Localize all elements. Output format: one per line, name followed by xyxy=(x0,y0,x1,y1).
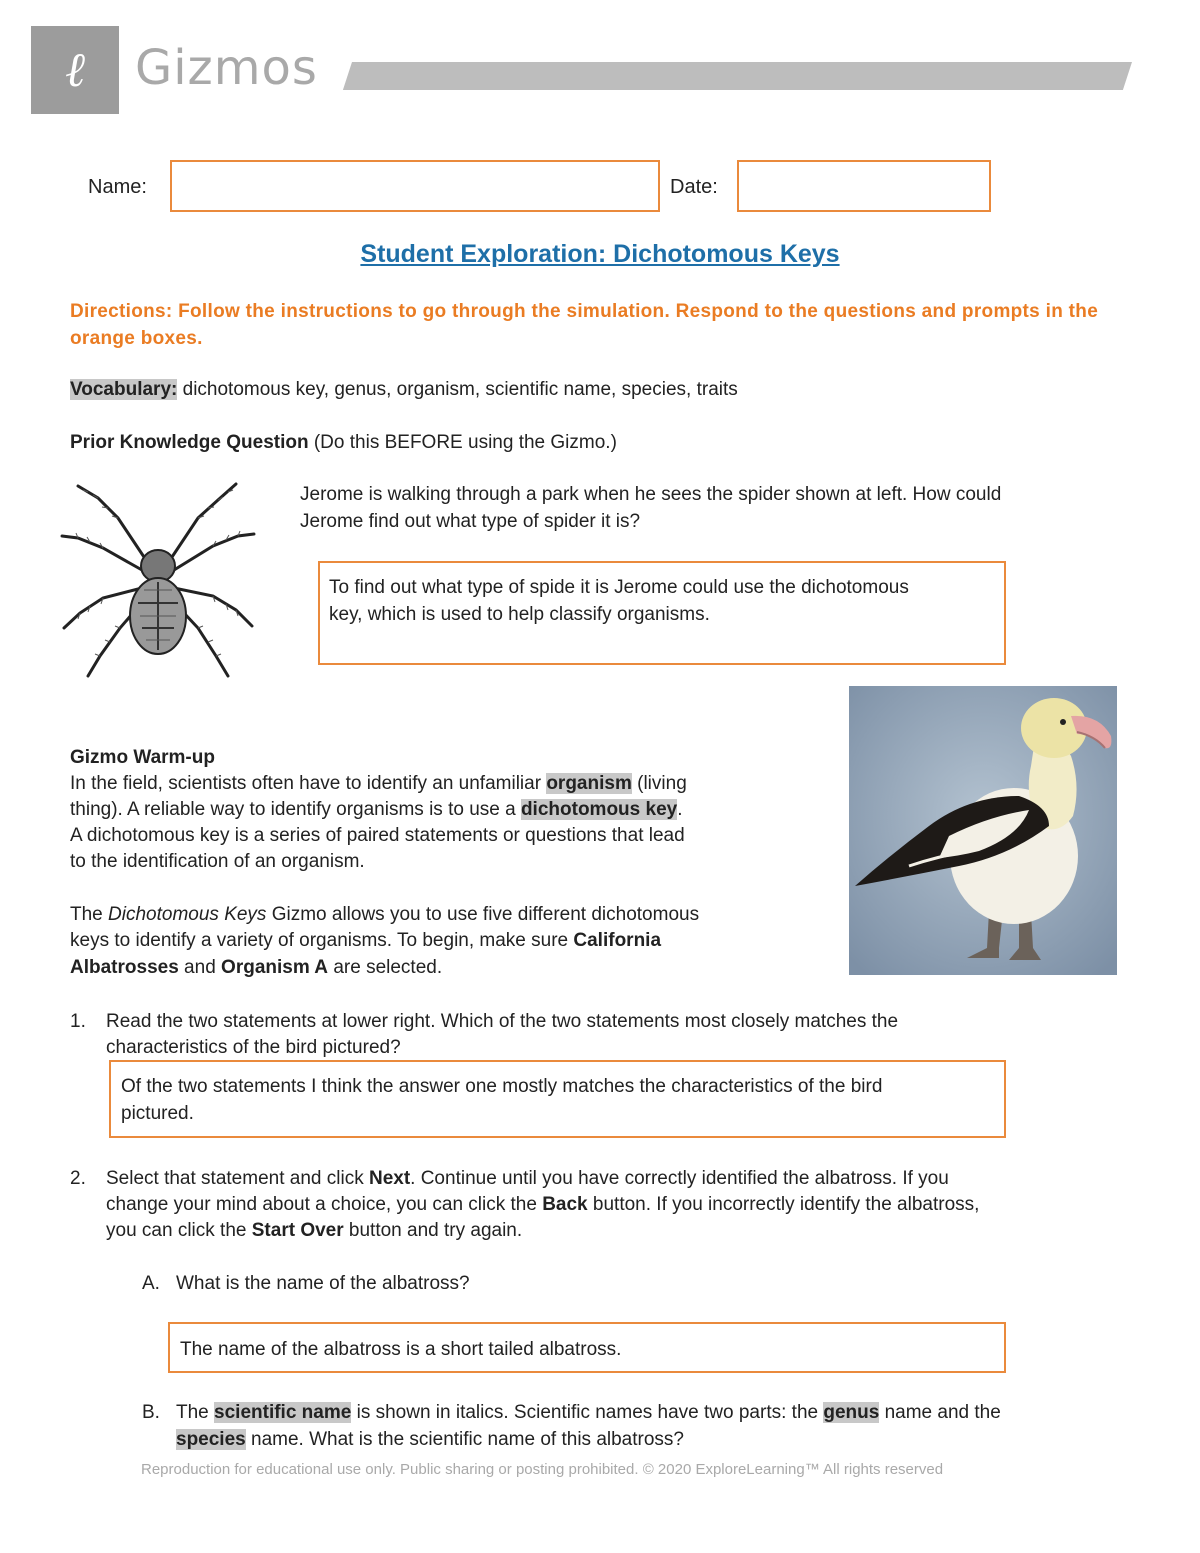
warmup-p1-line1-end: (living xyxy=(631,773,687,794)
start-over-button-ref: Start Over xyxy=(251,1220,344,1241)
name-field[interactable] xyxy=(170,160,660,212)
next-button-ref: Next xyxy=(368,1168,411,1189)
q2-line2-end: button. If you incorrectly identify the albatross, xyxy=(587,1194,980,1215)
vocabulary-line xyxy=(70,377,738,403)
q2-line2-start: change your mind about a choice, you can click the xyxy=(106,1194,543,1215)
gizmos-wordmark: Gizmos xyxy=(135,40,318,96)
california-text: California xyxy=(573,930,662,951)
q1-number: 1. xyxy=(70,1011,86,1032)
term-genus: genus xyxy=(823,1402,880,1423)
vocabulary-terms: dichotomous key, genus, organism, scientific name, species, traits xyxy=(177,379,738,400)
warmup-p1-line1-start: In the field, scientists often have to identify an unfamiliar xyxy=(70,773,547,794)
qb-line2-end: name. What is the scientific name of this albatross? xyxy=(245,1429,684,1450)
prior-heading-note: (Do this BEFORE using the Gizmo.) xyxy=(308,432,617,453)
qb-line1-mid: is shown in italics. Scientific names have two parts: the xyxy=(351,1402,824,1423)
q2-line3 xyxy=(106,1218,522,1244)
q2-number: 2. xyxy=(70,1168,86,1189)
q1-line2: characteristics of the bird pictured? xyxy=(106,1037,401,1058)
logo-glyph: ℓ xyxy=(65,42,85,98)
qa-question: What is the name of the albatross? xyxy=(176,1273,470,1294)
albatross-illustration xyxy=(849,686,1117,975)
q1-answer-line2: pictured. xyxy=(121,1103,194,1124)
warmup-p2-line1-end: Gizmo allows you to use five different dichotomous xyxy=(266,904,700,925)
prior-answer-line2: key, which is used to help classify organisms. xyxy=(329,604,710,625)
term-dichotomous-key: dichotomous key xyxy=(520,799,678,820)
qb-line1-start: The xyxy=(176,1402,215,1423)
prior-question-line2: Jerome find out what type of spider it is? xyxy=(300,511,641,532)
albatrosses-text: Albatrosses xyxy=(70,957,179,978)
prior-question-line1: Jerome is walking through a park when he sees the spider shown at left. How could xyxy=(300,484,1002,505)
warmup-p1-line2-end: . xyxy=(677,799,683,820)
prior-knowledge-heading xyxy=(70,430,617,456)
prior-heading-text: Prior Knowledge Question xyxy=(70,432,309,453)
q1-answer-box[interactable] xyxy=(109,1060,1006,1138)
warmup-p1-line2 xyxy=(70,797,682,823)
qa-answer-box[interactable] xyxy=(168,1322,1006,1373)
qa-answer: The name of the albatross is a short tailed albatross. xyxy=(180,1339,622,1360)
directions-text: Directions: Follow the instructions to go through the simulation. Respond to the questions and prompts in the orange boxes. xyxy=(70,301,1099,349)
q2-line1-end: . Continue until you have correctly identified the albatross. If you xyxy=(410,1168,949,1189)
qb-letter: B. xyxy=(142,1402,160,1423)
explorelearning-logo xyxy=(31,26,119,114)
qb-line1 xyxy=(176,1400,1001,1426)
qb-line1-end: name and the xyxy=(879,1402,1001,1423)
prior-answer-line1: To find out what type of spide it is Jerome could use the dichotomous xyxy=(329,577,909,598)
q2-line2 xyxy=(106,1192,979,1218)
warmup-p1-line3: A dichotomous key is a series of paired statements or questions that lead xyxy=(70,825,685,846)
copyright-footer: Reproduction for educational use only. Public sharing or posting prohibited. © 2020 ExploreLearning™ All rights reserved xyxy=(141,1461,944,1478)
warmup-p2-line3-mid: and xyxy=(178,957,222,978)
name-label: Name: xyxy=(88,176,147,198)
warmup-p1-line2-start: thing). A reliable way to identify organisms is to use a xyxy=(70,799,521,820)
warmup-p2-line1-start: The xyxy=(70,904,109,925)
back-button-ref: Back xyxy=(542,1194,588,1215)
header-decorative-bar xyxy=(343,62,1132,90)
qb-line2 xyxy=(176,1427,684,1453)
term-scientific-name: scientific name xyxy=(214,1402,352,1423)
warmup-p2-line3-end: are selected. xyxy=(328,957,443,978)
warmup-p2-line1 xyxy=(70,902,699,928)
prior-answer-box[interactable] xyxy=(318,561,1006,665)
warmup-p2-line2-start: keys to identify a variety of organisms. To begin, make sure xyxy=(70,930,574,951)
q2-line1-start: Select that statement and click xyxy=(106,1168,369,1189)
warmup-p2-line3 xyxy=(70,955,442,981)
warmup-heading: Gizmo Warm-up xyxy=(70,747,215,768)
date-field[interactable] xyxy=(737,160,991,212)
warmup-p1-line4: to the identification of an organism. xyxy=(70,851,365,872)
spider-illustration xyxy=(58,478,258,683)
warmup-p1-line1 xyxy=(70,771,687,797)
page-title: Student Exploration: Dichotomous Keys xyxy=(360,240,840,268)
q2-line3-end: button and try again. xyxy=(343,1220,523,1241)
q1-line1: Read the two statements at lower right. Which of the two statements most closely matches the xyxy=(106,1011,899,1032)
qa-letter: A. xyxy=(142,1273,160,1294)
q1-answer-line1: Of the two statements I think the answer one mostly matches the characteristics of the bird xyxy=(121,1076,883,1097)
warmup-p2-line2 xyxy=(70,928,661,954)
q2-line1 xyxy=(106,1166,949,1192)
gizmo-name: Dichotomous Keys xyxy=(108,904,267,925)
date-label: Date: xyxy=(670,176,718,198)
vocabulary-label: Vocabulary: xyxy=(70,379,178,400)
term-species: species xyxy=(176,1429,246,1450)
q2-line3-start: you can click the xyxy=(106,1220,252,1241)
organism-a-text: Organism A xyxy=(221,957,329,978)
term-organism: organism xyxy=(546,773,632,794)
